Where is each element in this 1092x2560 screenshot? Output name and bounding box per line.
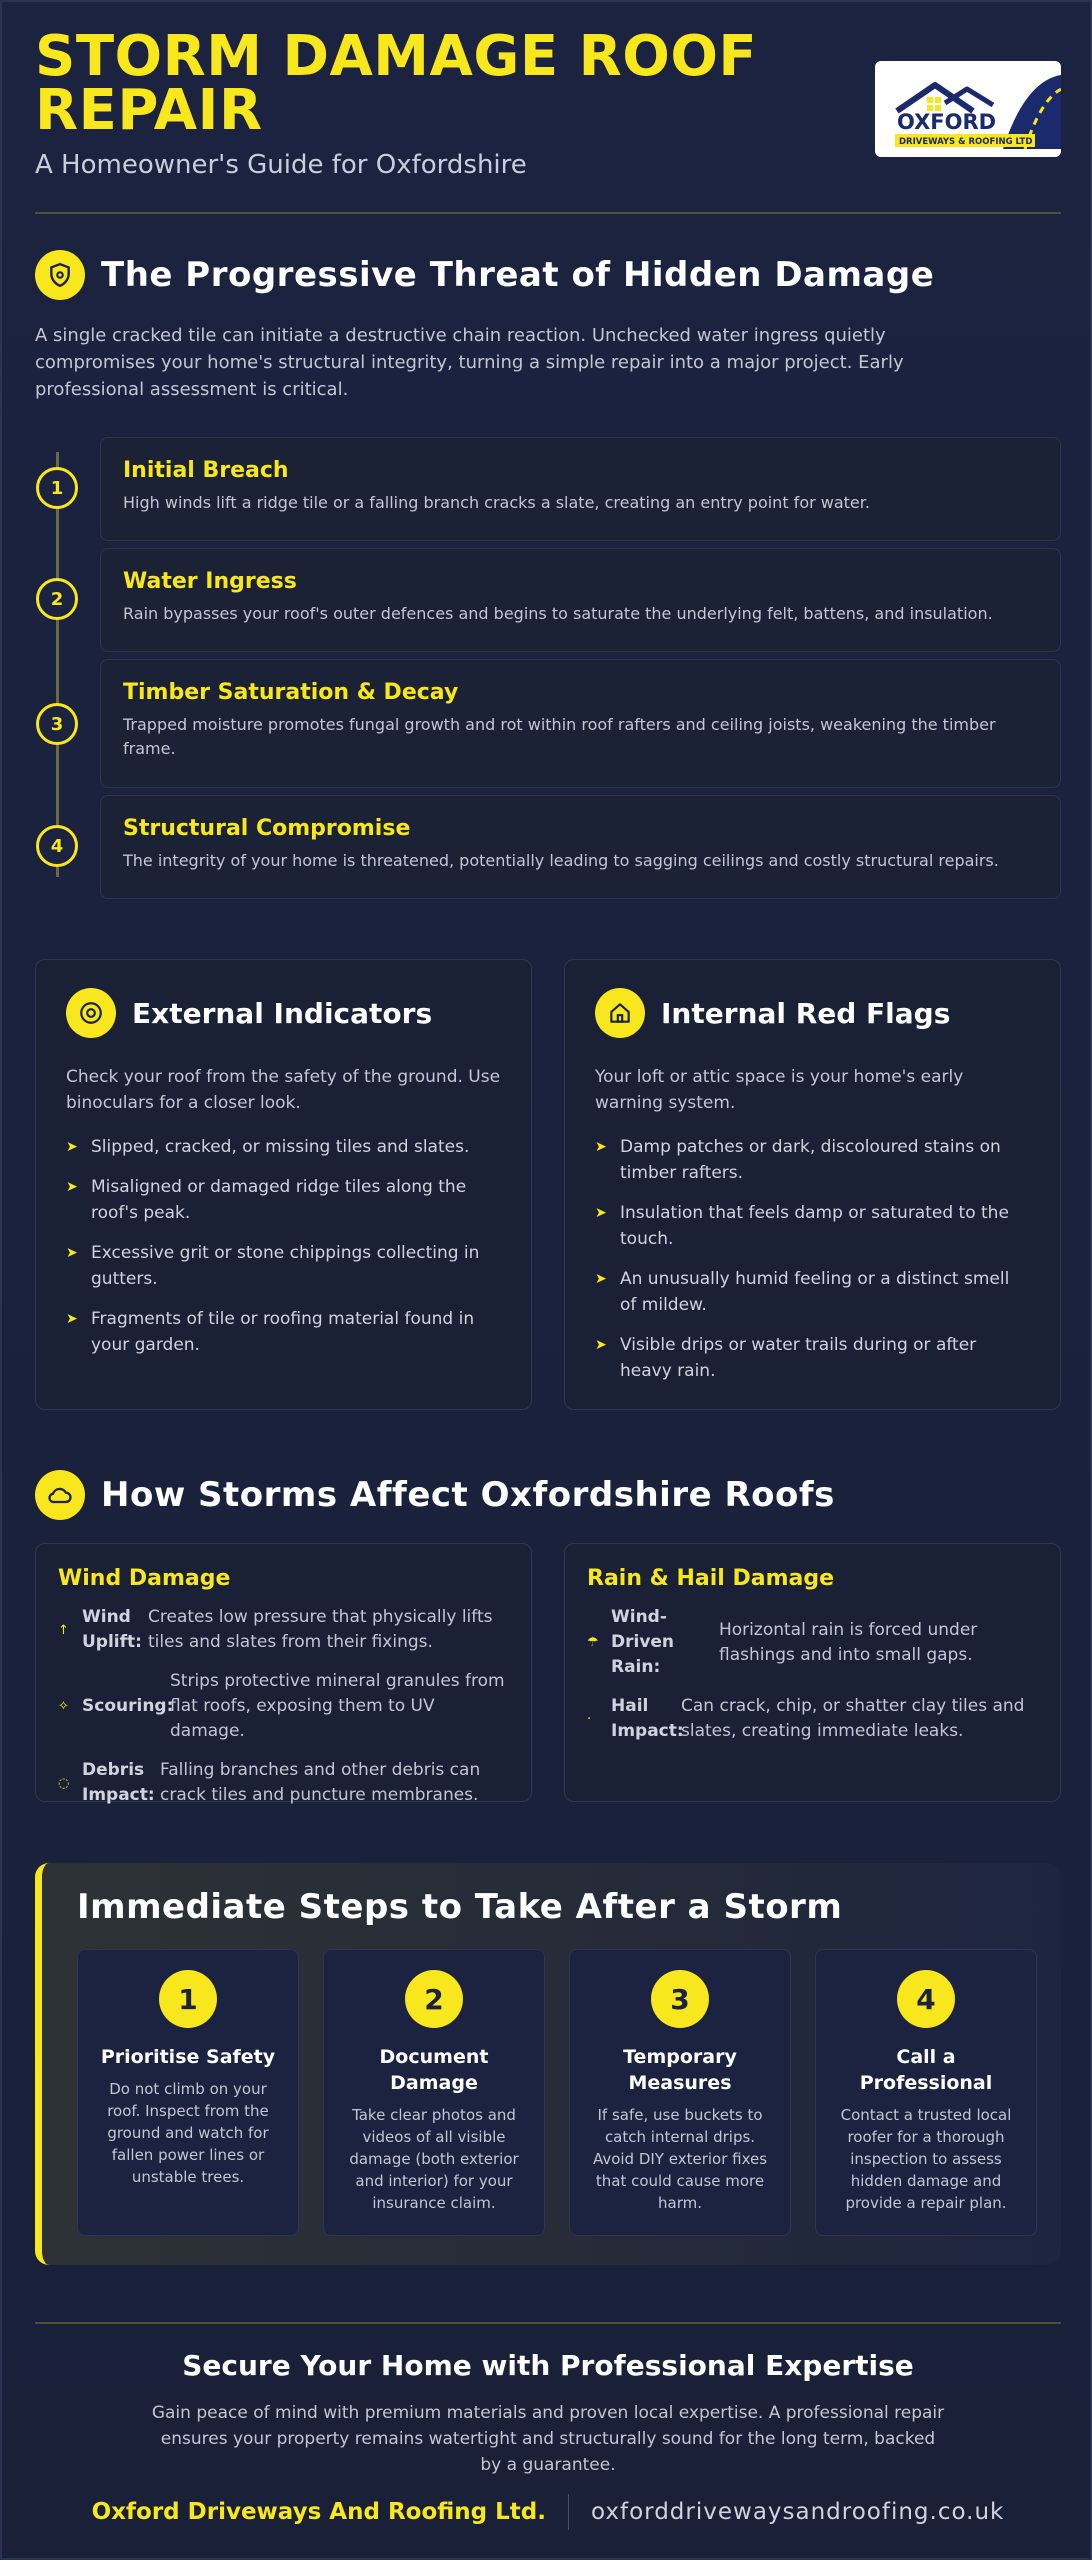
external-indicators-card bbox=[35, 959, 532, 1410]
footer-title: Secure Your Home with Professional Expertise bbox=[182, 2349, 914, 2382]
footer-separator bbox=[568, 2494, 569, 2530]
footer-brand bbox=[2, 2494, 1092, 2530]
chevron-right-icon: ➤ bbox=[66, 1179, 78, 1195]
step-text: Do not climb on your roof. Inspect from the ground and watch for fallen power lines or unstable trees. bbox=[107, 2080, 269, 2186]
chevron-right-icon: ➤ bbox=[595, 1139, 607, 1155]
timeline-card bbox=[100, 437, 1061, 541]
chevron-right-icon: ➤ bbox=[66, 1311, 78, 1327]
storms-heading bbox=[35, 1470, 835, 1520]
list-item: ➤ Excessive grit or stone chippings collecting in gutters. bbox=[66, 1240, 501, 1292]
step-text: Take clear photos and videos of all visible damage (both exterior and interior) for your insurance claim. bbox=[349, 2106, 519, 2212]
timeline-card bbox=[100, 548, 1061, 652]
chevron-right-icon: ➤ bbox=[66, 1245, 78, 1261]
cloud-icon bbox=[35, 1470, 85, 1520]
storm-row: ↑ Wind Uplift: Creates low pressure that physically lifts tiles and slates from their fixings. bbox=[58, 1607, 493, 1652]
internal-desc: Your loft or attic space is your home's early warning system. bbox=[595, 1067, 964, 1113]
internal-red-flags-card bbox=[564, 959, 1061, 1410]
divider bbox=[35, 2322, 1061, 2324]
step-title: Prioritise Safety bbox=[100, 2046, 276, 2068]
step-text: Contact a trusted local roofer for a thorough inspection to assess hidden damage and provide a repair plan. bbox=[840, 2106, 1012, 2212]
wind-damage-card bbox=[35, 1543, 532, 1805]
external-desc: Check your roof from the safety of the ground. Use binoculars for a closer look. bbox=[66, 1067, 501, 1113]
timeline-step-number: 1 bbox=[36, 467, 78, 509]
timeline-step-number: 4 bbox=[36, 825, 78, 867]
timeline-step-number: 2 bbox=[36, 578, 78, 620]
page-title: STORM DAMAGE ROOF REPAIR bbox=[35, 24, 758, 143]
storm-row: ☂ Wind-Driven Rain: Horizontal rain is forced under flashings and into small gaps. bbox=[587, 1607, 978, 1677]
list-item: ➤ An unusually humid feeling or a distinct smell of mildew. bbox=[595, 1266, 1030, 1318]
step-title: Document Damage bbox=[379, 2046, 489, 2094]
company-logo[interactable] bbox=[875, 61, 1061, 157]
internal-title: Internal Red Flags bbox=[661, 996, 951, 1030]
step-number: 2 bbox=[405, 1970, 463, 2028]
step-card bbox=[323, 1949, 545, 2236]
list-item: ➤ Damp patches or dark, discoloured stains on timber rafters. bbox=[595, 1134, 1030, 1186]
hail-icon: · bbox=[587, 1711, 592, 1727]
step-card bbox=[77, 1949, 299, 2236]
target-icon bbox=[66, 988, 116, 1038]
house-roof-road-logo-icon bbox=[875, 61, 1061, 157]
storms-title: How Storms Affect Oxfordshire Roofs bbox=[101, 1475, 835, 1515]
chevron-right-icon: ➤ bbox=[595, 1337, 607, 1353]
logo-name: OXFORD bbox=[897, 110, 997, 134]
list-item: ➤ Visible drips or water trails during or after heavy rain. bbox=[595, 1332, 1030, 1384]
timeline-card-text: Trapped moisture promotes fungal growth and rot within roof rafters and ceiling joists, weakening the timber frame. bbox=[123, 715, 996, 758]
threat-intro: A single cracked tile can initiate a destructive chain reaction. Unchecked water ingress quietly compromises your home's structural integrity, turning a simple repair into a major project. Early professional assessment is critical. bbox=[35, 325, 904, 400]
list-item: ➤ Misaligned or damaged ridge tiles along the roof's peak. bbox=[66, 1174, 501, 1226]
chevron-right-icon: ➤ bbox=[595, 1205, 607, 1221]
shield-icon bbox=[35, 250, 85, 300]
footer-text: Gain peace of mind with premium materials and proven local expertise. A professional repair ensures your property remains watertight and structurally sound for the long term, backed by a guarantee. bbox=[151, 2403, 945, 2475]
chevron-right-icon: ➤ bbox=[595, 1271, 607, 1287]
step-title: Call a Professional bbox=[859, 2046, 993, 2094]
debris-icon: ◌ bbox=[58, 1775, 70, 1791]
immediate-steps-box bbox=[35, 1863, 1061, 2265]
storm-row: ◌ Debris Impact: Falling branches and other debris can crack tiles and puncture membranes. bbox=[58, 1760, 481, 1805]
timeline-card-text: The integrity of your home is threatened, potentially leading to sagging ceilings and costly structural repairs. bbox=[123, 851, 999, 870]
threat-title: The Progressive Threat of Hidden Damage bbox=[101, 255, 935, 295]
page-subtitle: A Homeowner's Guide for Oxfordshire bbox=[35, 150, 527, 180]
list-item: ➤ Insulation that feels damp or saturated to the touch. bbox=[595, 1200, 1030, 1252]
footer-company-name: Oxford Driveways And Roofing Ltd. bbox=[91, 2499, 546, 2525]
timeline-card bbox=[100, 659, 1061, 788]
timeline-card-text: Rain bypasses your roof's outer defences and begins to saturate the underlying felt, battens, and insulation. bbox=[123, 604, 993, 623]
timeline-line bbox=[56, 452, 59, 877]
storm-row: · Hail Impact: Can crack, chip, or shatter clay tiles and slates, creating immediate leaks. bbox=[587, 1696, 1025, 1741]
timeline-step-number: 3 bbox=[36, 703, 78, 745]
header bbox=[35, 24, 1061, 180]
steps-title: Immediate Steps to Take After a Storm bbox=[77, 1887, 843, 1927]
timeline-card bbox=[100, 795, 1061, 899]
step-card bbox=[569, 1949, 791, 2236]
threat-heading bbox=[35, 250, 934, 300]
external-title: External Indicators bbox=[132, 996, 433, 1030]
sparkle-icon: ✧ bbox=[58, 1699, 69, 1714]
footer-website-link[interactable]: oxforddrivewaysandroofing.co.uk bbox=[591, 2499, 1005, 2525]
storm-row: ✧ Scouring: Strips protective mineral granules from flat roofs, exposing them to UV damage. bbox=[58, 1671, 505, 1741]
wind-damage-title: Wind Damage bbox=[58, 1566, 231, 1591]
timeline-card-title: Initial Breach bbox=[123, 458, 289, 483]
rain-hail-title: Rain & Hail Damage bbox=[587, 1566, 835, 1591]
step-number: 4 bbox=[897, 1970, 955, 2028]
timeline-card-title: Water Ingress bbox=[123, 569, 297, 594]
home-icon bbox=[595, 988, 645, 1038]
rain-hail-damage-card bbox=[564, 1543, 1061, 1802]
step-card bbox=[815, 1949, 1037, 2236]
logo-tagline: DRIVEWAYS & ROOFING LTD bbox=[899, 137, 1033, 147]
timeline-card-title: Timber Saturation & Decay bbox=[123, 680, 459, 705]
timeline-card-title: Structural Compromise bbox=[123, 816, 411, 841]
step-text: If safe, use buckets to catch internal drips. Avoid DIY exterior fixes that could cause more harm. bbox=[592, 2106, 768, 2212]
step-number: 1 bbox=[159, 1970, 217, 2028]
step-number: 3 bbox=[651, 1970, 709, 2028]
chevron-right-icon: ➤ bbox=[66, 1139, 78, 1155]
step-title: Temporary Measures bbox=[623, 2046, 737, 2094]
timeline-card-text: High winds lift a ridge tile or a falling branch cracks a slate, creating an entry point for water. bbox=[123, 493, 870, 512]
list-item: ➤ Fragments of tile or roofing material found in your garden. bbox=[66, 1306, 501, 1358]
divider bbox=[35, 212, 1061, 214]
arrow-up-icon: ↑ bbox=[58, 1622, 69, 1638]
rain-icon: ☂ bbox=[587, 1635, 599, 1650]
list-item: ➤ Slipped, cracked, or missing tiles and slates. bbox=[66, 1134, 501, 1160]
